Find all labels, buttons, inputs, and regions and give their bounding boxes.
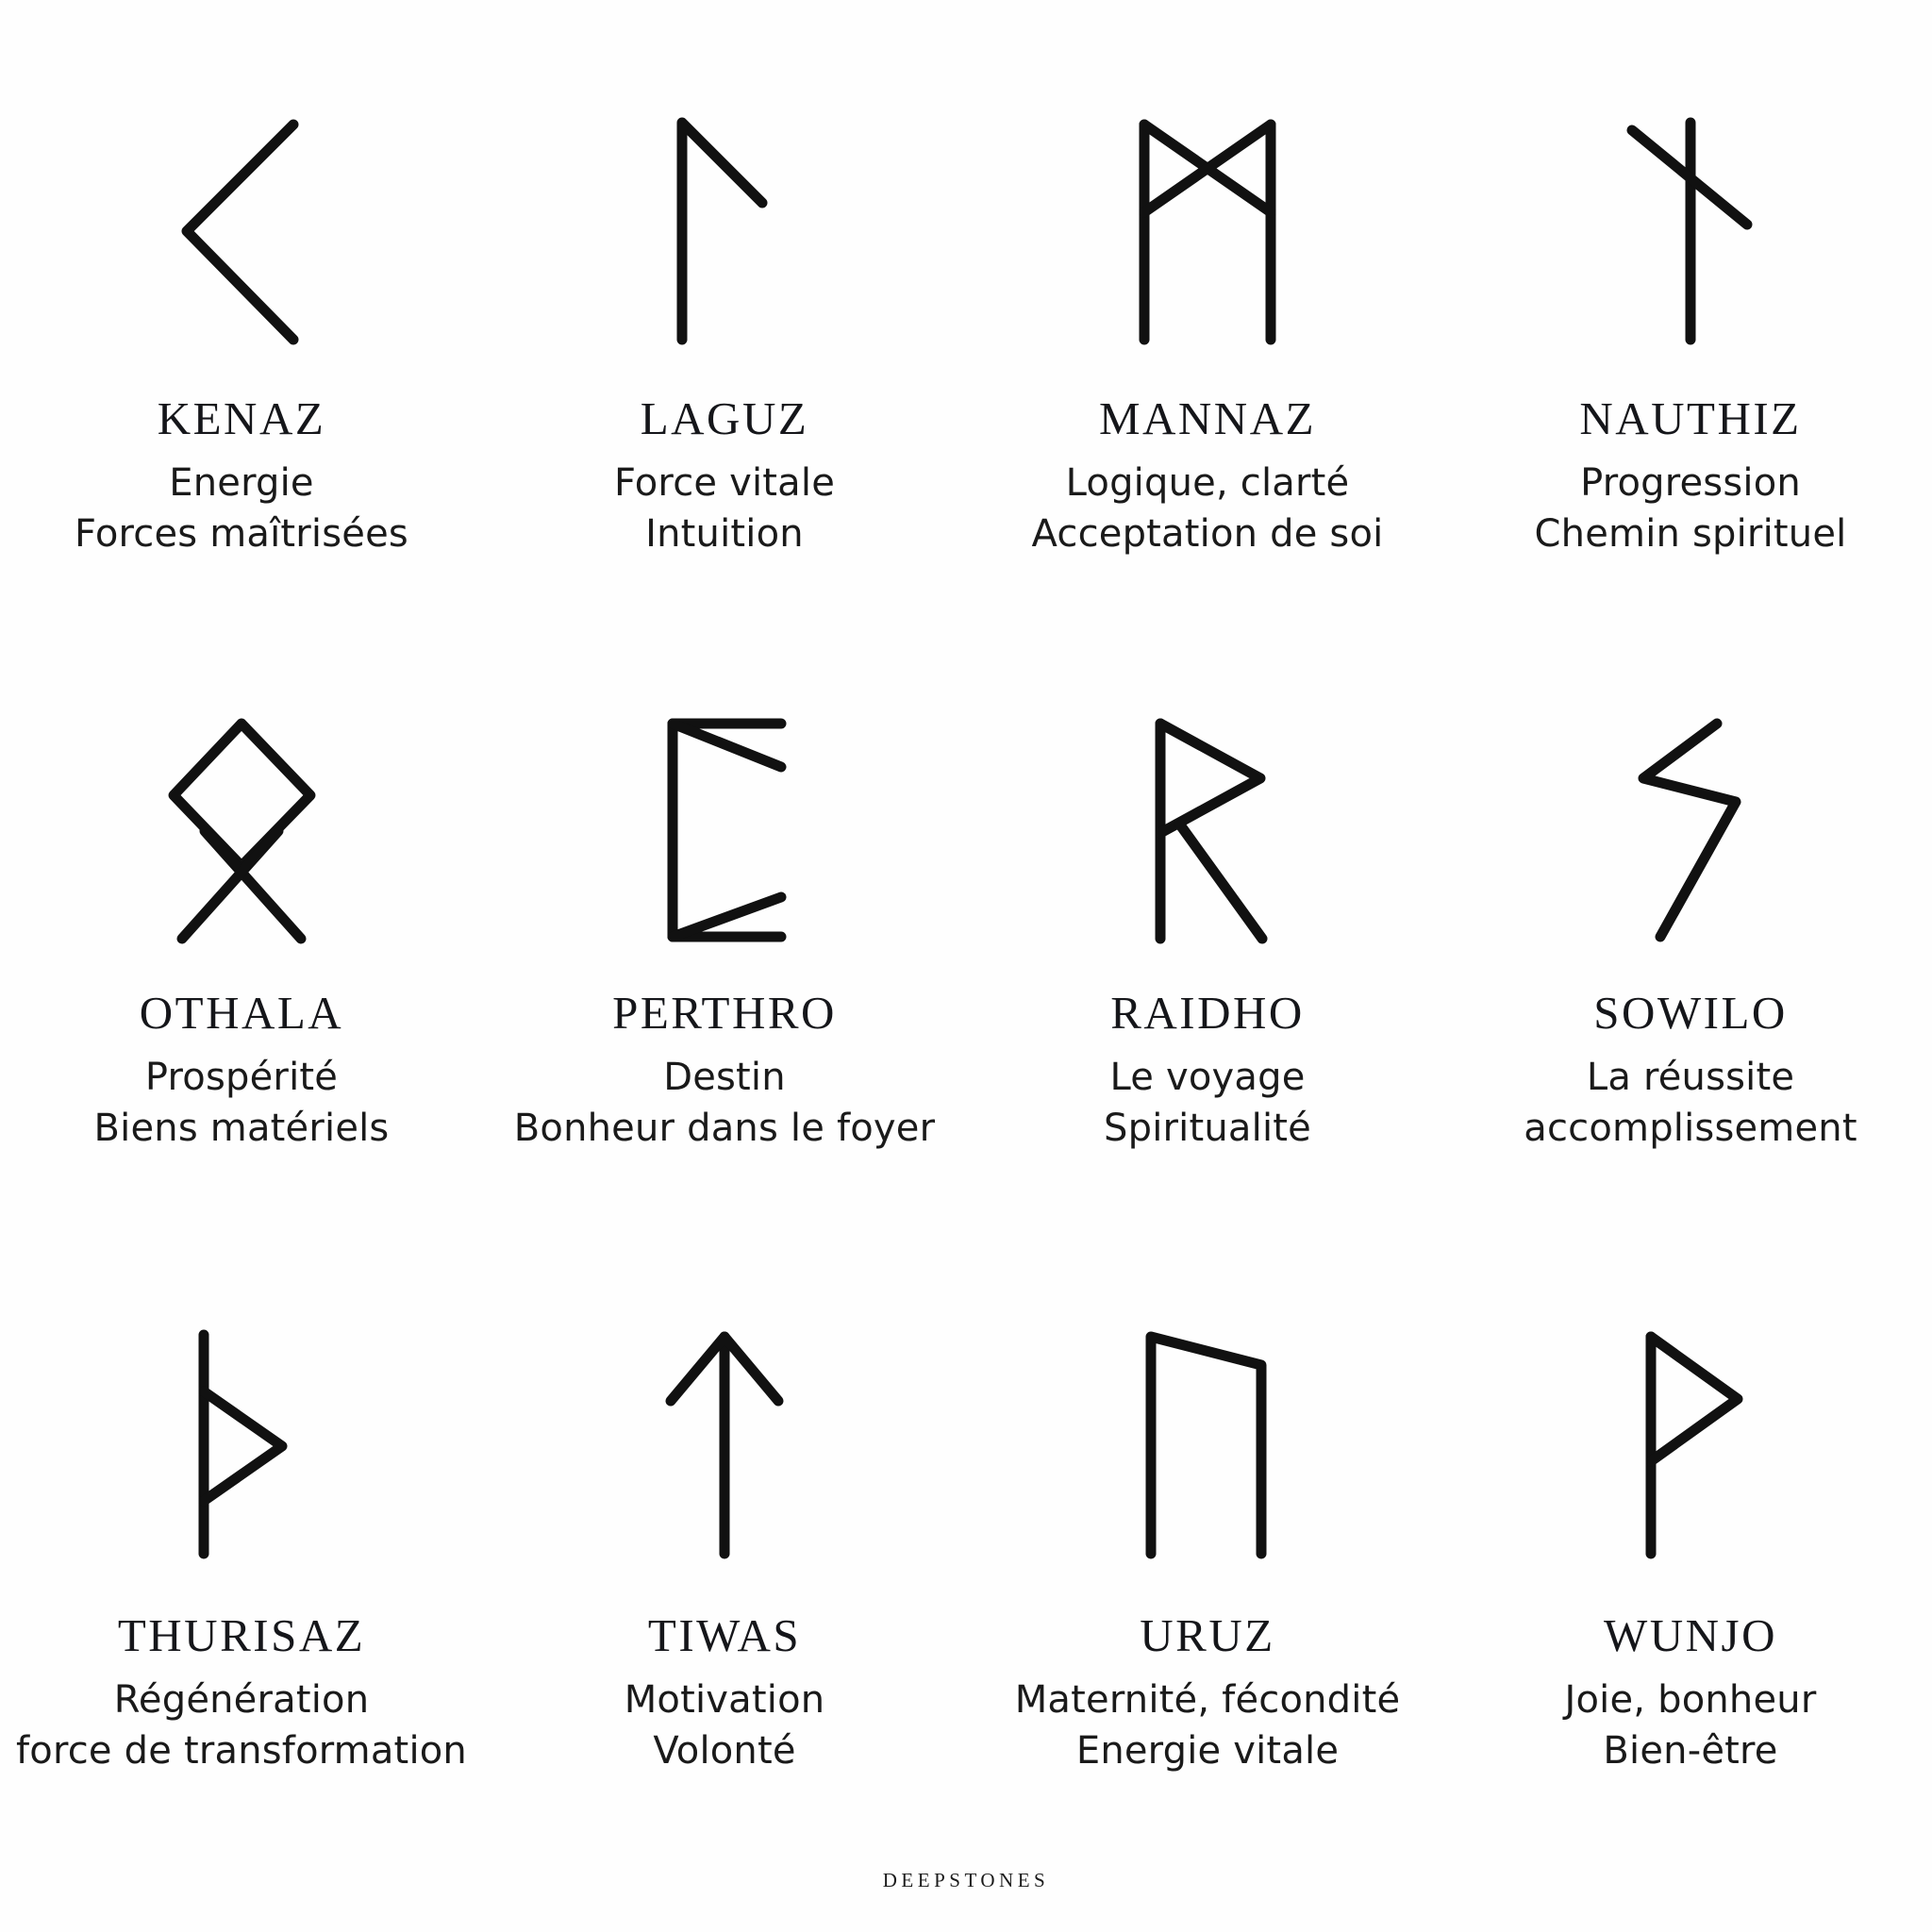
rune-meaning-line1: Joie, bonheur [1564, 1678, 1817, 1723]
rune-name: NAUTHIZ [1579, 392, 1802, 444]
rune-meaning-line1: Logique, clarté [1065, 461, 1350, 506]
rune-meaning [16, 1674, 467, 1776]
rune-kenaz-icon [0, 85, 483, 377]
rune-name: TIWAS [647, 1609, 802, 1661]
rune-meaning-line1: Energie [169, 461, 314, 506]
rune-card-sowilo [1449, 689, 1932, 1292]
rune-laguz-icon [483, 85, 966, 377]
rune-othala-icon [0, 689, 483, 972]
rune-card-thurisaz [0, 1292, 483, 1896]
rune-meaning [1565, 1674, 1817, 1776]
rune-card-laguz [483, 85, 966, 689]
rune-meaning [1015, 1674, 1401, 1776]
rune-card-mannaz [966, 85, 1449, 689]
rune-meaning-line1: Force vitale [613, 461, 836, 506]
rune-name: WUNJO [1604, 1609, 1777, 1661]
rune-grid [0, 85, 1932, 1896]
rune-meaning-line1: Maternité, fécondité [1014, 1678, 1401, 1723]
rune-name: LAGUZ [640, 392, 809, 444]
rune-meaning [94, 1052, 390, 1154]
rune-meaning-line2: Acceptation de soi [1031, 512, 1384, 557]
rune-meaning [514, 1052, 935, 1154]
rune-card-nauthiz [1449, 85, 1932, 689]
rune-uruz-icon [966, 1292, 1449, 1594]
rune-name: URUZ [1140, 1609, 1275, 1661]
rune-card-tiwas [483, 1292, 966, 1896]
rune-raidho-icon [966, 689, 1449, 972]
rune-tiwas-icon [483, 1292, 966, 1594]
rune-meaning-line2: Energie vitale [1075, 1729, 1340, 1774]
rune-name: RAIDHO [1110, 987, 1305, 1039]
rune-meaning [614, 458, 835, 559]
rune-meaning-line2: accomplissement [1524, 1107, 1857, 1151]
rune-sowilo-icon [1449, 689, 1932, 972]
rune-meaning [1032, 458, 1384, 559]
rune-name: THURISAZ [117, 1609, 366, 1661]
rune-nauthiz-icon [1449, 85, 1932, 377]
rune-meaning-line2: Biens matériels [93, 1107, 390, 1151]
rune-meaning-line1: Prospérité [144, 1056, 339, 1100]
rune-meaning-line2: Volonté [653, 1729, 796, 1774]
rune-meaning [1104, 1052, 1311, 1154]
rune-name: PERTHRO [612, 987, 837, 1039]
rune-meaning-line2: force de transformation [16, 1729, 467, 1774]
rune-meaning-line1: Motivation [624, 1678, 825, 1723]
rune-name: KENAZ [157, 392, 326, 444]
rune-perthro-icon [483, 689, 966, 972]
rune-meaning-line2: Chemin spirituel [1534, 512, 1847, 557]
rune-card-perthro [483, 689, 966, 1292]
rune-meaning [1524, 1052, 1857, 1154]
rune-card-othala [0, 689, 483, 1292]
rune-card-wunjo [1449, 1292, 1932, 1896]
rune-meaning-line2: Intuition [645, 512, 804, 557]
rune-meaning-line1: Régénération [113, 1678, 370, 1723]
rune-meaning-line2: Bonheur dans le foyer [513, 1107, 936, 1151]
rune-card-raidho [966, 689, 1449, 1292]
rune-mannaz-icon [966, 85, 1449, 377]
rune-meaning-line1: Progression [1580, 461, 1801, 506]
rune-meaning-line1: Destin [663, 1056, 786, 1100]
rune-meaning-line2: Spiritualité [1104, 1107, 1311, 1151]
rune-wunjo-icon [1449, 1292, 1932, 1594]
brand-footer: DEEPSTONES [882, 1869, 1050, 1891]
rune-name: MANNAZ [1098, 392, 1317, 444]
rune-meaning [75, 458, 408, 559]
rune-meaning-line1: La réussite [1586, 1056, 1795, 1100]
rune-meaning-line1: Le voyage [1109, 1056, 1306, 1100]
rune-name: OTHALA [139, 987, 344, 1039]
rune-meaning [1535, 458, 1847, 559]
rune-meaning [625, 1674, 825, 1776]
rune-card-kenaz [0, 85, 483, 689]
rune-meaning-line2: Forces maîtrisées [75, 512, 408, 557]
rune-name: SOWILO [1593, 987, 1788, 1039]
rune-meaning-line2: Bien-être [1603, 1729, 1778, 1774]
rune-card-uruz [966, 1292, 1449, 1896]
rune-thurisaz-icon [0, 1292, 483, 1594]
